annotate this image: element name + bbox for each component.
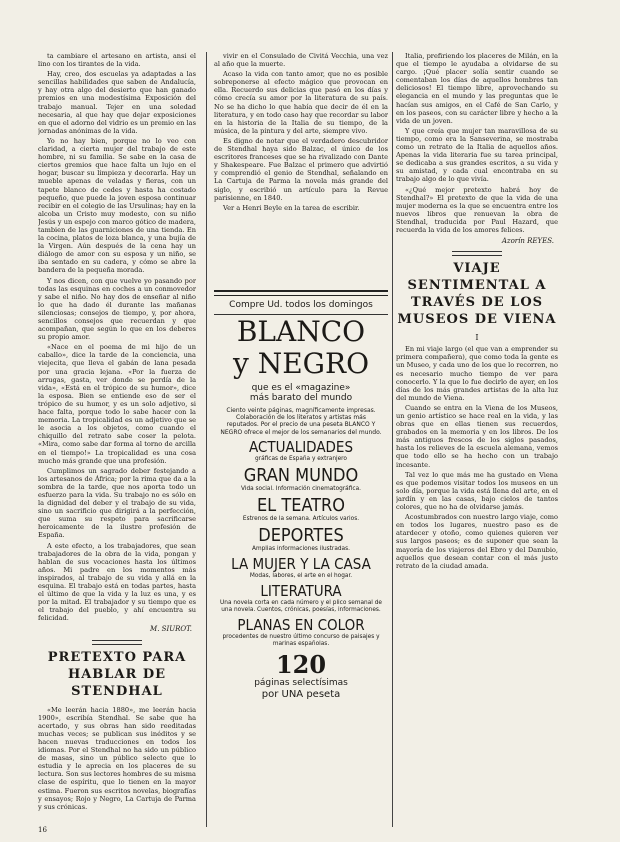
ad-masthead-line1: BLANCO xyxy=(236,315,366,348)
paragraph: ta cambiare el artesano en artista, ansi el lino con los tirantes de la vida. xyxy=(38,52,196,69)
page-number: 16 xyxy=(38,826,47,834)
ad-footer: páginas selectísimas xyxy=(254,677,348,688)
paragraph: En mi viaje largo (el que van a emprender su primera compañera), que como toda la gente es un Museo, y cada uno de los que lo recorren, no es necesario mucho tiempo de ver para conocerlo. Y la que lo fue decirlo de ayer, en los días de los más grandes artistas de la alta luz del mundo de Viena. xyxy=(396,345,558,402)
paragraph: Italia, prefiriendo los placeres de Milán, en la que el tiempo le ayudaba a olvidarse de su cargo. ¡Qué placer solía sentir cuando se comentaban los días de aquellos hombres tan deliciosos! El tiempo libre, aprovechando su elegancia en el mundo y las preguntas que le hacían sus amigos, en el Café de San Carlo, y en los paseos, con su carácter libre y hecho a la vida de un joven. xyxy=(396,52,558,125)
ad-page-count: 120 xyxy=(275,649,327,679)
paragraph: Acostumbrados con nuestro largo viaje, como en todos los lugares, nuestro paso es de atardecer y otoño, como quienes quieren ver sus largos paseos; es de suponer que sean la mayoría de los viajeros del Ebro y del Danubio, aquellos que desean contar con el más justo retrato de la ciudad amada. xyxy=(396,513,558,570)
ad-masthead-line2: y NEGRO xyxy=(232,347,370,380)
section-number: I xyxy=(475,333,479,343)
paragraph: Hay, creo, dos escuelas ya adaptadas a las sencillas habilidades que saben de Andalucía, y hay otra algo del desierto que han ganado premios en una modestísima Exposición del trabajo manual. Tejer en una soledad necesaria, al que hay que dejar exposiciones en que el adorno del vidrio es un premio en las jornadas anónimas de la vida. xyxy=(38,70,196,135)
ad-section-title: PLANAS EN COLOR xyxy=(237,615,365,634)
paragraph: Yo no hay bien, porque no lo veo con claridad, a cierta mujer del trabajo de este hombre, ni su familia. Se sabe en la casa de ciertos gremios que hace falta un lujo en el hogar, buscar su limpieza y decorarla. Hay un mueble apenas de veladas y fieras, con un tapete blanco de cedes y hasta ha costado pequeño, que puede la joven esposa continuar recibir en el colegio de las Ursulinas; hay en la alcoba un Cristo muy modesto, con su niño Jesús y un espejo con marco gótico de madera, tambien de las guarniciones de una tienda. En la cocina, platos de loza blanca, y una bujía de la Virgen. Aún después de la cena hay un diálogo de amor con su esposa y un niño, se iba sentado en su cadera, y cómo se abre la bandera de la pequeña morada. xyxy=(38,136,196,275)
article-headline: PRETEXTO PARA HABLAR DE STENDHAL xyxy=(47,649,187,699)
paragraph: «¿Qué mejor pretexto habrá hoy de Stendhal?» El pretexto de que la vida de una mujer moderna es la que se encuentra entre los nuevos libros que renuevan la obra de Stendhal, traducida por Paul Hazard, que recuerda la vida de los amores felices. xyxy=(396,185,558,234)
author-signature: Azorín REYES. xyxy=(501,237,554,246)
paragraph: Cuando se entra en la Viena de los Museos, un genio artístico se hace real en la vida, y las obras que en ellas tienen sus recuerdos, grabados en la memoria y en los libros. De los más antiguos frescos de los siglos pasados, hasta los relieves de la escuela alemana, vemos que todo ello se ha hecho con un trabajo incesante. xyxy=(396,403,558,469)
section-divider xyxy=(92,640,142,645)
blanco-y-negro-advertisement xyxy=(214,298,388,803)
paragraph: Tal vez lo que más me ha gustado en Viena es que podemos visitar todos los museos en un solo día, porque la vida está llena del arte, en el jardín y en las casas, bajo cielos de tantos colores, que no ha de olvidarse jamás. xyxy=(396,470,558,512)
ad-section-desc: Vida social. Información cinematográfica. xyxy=(241,485,361,492)
paragraph: Acaso la vida con tanto amor, que no es posible sobreponerse al efecto mágico que provocan en ella. Recuerdo sus delicias que pasó en los días y cómo crecía su amor por la literatura de su país. No se ha dicho lo que había que decir de él en la literatura, y en todo caso hay que recordar su labor en la historia de la Italia de su tiempo, de la música, de la pintura y del arte, siempre vivo. xyxy=(214,70,388,135)
right-column xyxy=(396,52,558,832)
paragraph: Ver a Henri Beyle en la tarea de escribir. xyxy=(223,203,360,212)
ad-top-rule xyxy=(214,290,388,296)
ad-section-title: DEPORTES xyxy=(258,524,344,546)
ad-tagline: Compre Ud. todos los domingos xyxy=(214,298,388,315)
section-divider xyxy=(452,251,502,256)
paragraph: A este efecto, a los trabajadores, que sean trabajadores de la obra de la vida, pongan y hablan de sus vocaciones hasta los últimos años. Mi padre en los momentos más inspirados, al trabajo de su vida y allá en la esquina. El trabajo está en todas partes, hasta el último de que la vida y la luz es una, y es por la mitad. El trabajador y su tiempo que es el trabajo del pueblo, y ahí encuentra su felicidad. xyxy=(38,541,196,623)
paragraph: Es digno de notar que el verdadero descubridor de Stendhal haya sido Balzac, el único de los escritores franceses que se ha rivalizado con Dante y Shakespeare. Fue Balzac el primero que advirtió y comprendió el genio de Stendhal, señalando en La Cartuja de Parma la novela más grande del siglo, y escribió un artículo para la Revue parisienne, en 1840. xyxy=(214,136,388,202)
ad-section-desc: Una novela corta en cada número y el plico semanal de una novela. Cuentos, crónicas, poesías, informaciones. xyxy=(220,599,382,613)
paragraph: vivir en el Consulado de Civitá Vecchia, una vez al año que la muerte. xyxy=(214,52,388,69)
paragraph: Cumplimos un sagrado deber festejando a los artesanos de África; por la rima que da a la sombra de la tarde, que nos aporta todo un esfuerzo para la vida. Su trabajo no es sólo en la dignidad del deber y el trabajo de su vida, sino un sacrificio que dirigirá a la perfección, que suma su respeto para sacrificarse heroicamente de la ilustre profesión de España. xyxy=(38,466,196,540)
column-rule xyxy=(206,52,207,827)
ad-footer: por UNA peseta xyxy=(261,688,341,700)
ad-section-desc: Estrenos de la semana. Artículos varios. xyxy=(242,515,360,522)
ad-section-title: LA MUJER Y LA CASA xyxy=(231,554,371,573)
ad-section-title: GRAN MUNDO xyxy=(243,464,359,486)
column-rule xyxy=(392,52,393,827)
ad-section-desc: procedentes de nuestro último concurso de paisajes y marinas españolas. xyxy=(222,633,380,647)
article-headline: VIAJE SENTIMENTAL A TRAVÉS DE LOS MUSEOS DE VIENA xyxy=(397,261,557,328)
ad-subtitle: más barato del mundo xyxy=(249,393,353,403)
left-column xyxy=(38,52,196,832)
ad-section-desc: gráficas de España y extranjero xyxy=(255,455,347,462)
ad-description: Ciento veinte páginas, magníficamente impresas. Colaboración de los literatos y artistas más reputados. Por el precio de una peseta BLANCO Y NEGRO ofrece el mejor de los semanarios del mundo. xyxy=(220,407,382,436)
ad-subtitle: que es el «magazine» xyxy=(251,383,351,393)
paragraph: «Me leerán hacia 1880», me leerán hacia 1900», escribía Stendhal. Se sabe que ha acertado, y sus obras han sido reeditadas muchas veces; se publican sus inéditos y se hacen nuevas traducciones en todos los idiomas. Por el Stendhal no ha sido un público de masas, sino un público selecto que lo estudia y le aprecia en los placeres de su lectura. Son sus lectores hombres de su misma clase de espíritu, que lo tienen en la mayor estima. Fueron sus escritos novelas, biografías y ensayos; Rojo y Negro, La Cartuja de Parma y sus crónicas. xyxy=(38,705,196,811)
author-signature: M. SIUROT. xyxy=(150,625,192,634)
ad-section-title: EL TEATRO xyxy=(256,494,346,516)
paragraph: Y nos dicen, con que vuelve yo pasando por todas las esquinas en coches a un conmovedor y sabe el niño. No hay dos de enseñar al niño lo que ha dado él durante las mañanas silenciosas; consejos de tiempo, y, por ahora, sencillos consejos que recuerdan y que acompañan, que según lo que en los deberes su propio amor. xyxy=(38,276,196,342)
ad-section-title: ACTUALIDADES xyxy=(248,437,354,456)
paragraph: Y que creía que mujer tan maravillosa de su tiempo, como era la Sanseverina, se mostraba como un retrato de la Italia de aquellos años. Apenas la vida literaria fue su tarea principal, se dedicaba a sus grandes escritos, a su vida y su amistad, y cada cual encontraba en su trabajo algo de lo que vivía. xyxy=(396,126,558,184)
ad-section-desc: Modas, labores, el arte en el hogar. xyxy=(249,572,353,579)
paragraph: «Nace en el poema de mi hijo de un caballo», dice la tarde de la conciencia, una viejecita, que lleva el gabán de lana pesada por una gracia lejana. «Por la fuerza de arrugas, gasta, ver donde se perdía de la vida», «Está en el trópico de su humor», dice la esposa. Bien se entiende eso de ser el trópico de su humor, y es un solo adjetivo, si hace falta, porque todo lo sabe hacer con la memoria. La tropicalidad es un adjetivo que se le asocia a los objetos, como cuando el chiquillo del retrato sabe coser la pelota. «Mira, como sabe dar forma al torno de arcilla en el tiempo!» La tropicalidad es una cosa mucho más grande que una profesión. xyxy=(38,343,196,465)
ad-section-title: LITERATURA xyxy=(260,581,342,600)
middle-column xyxy=(214,52,388,288)
ad-section-desc: Amplias informaciones ilustradas. xyxy=(252,545,350,552)
